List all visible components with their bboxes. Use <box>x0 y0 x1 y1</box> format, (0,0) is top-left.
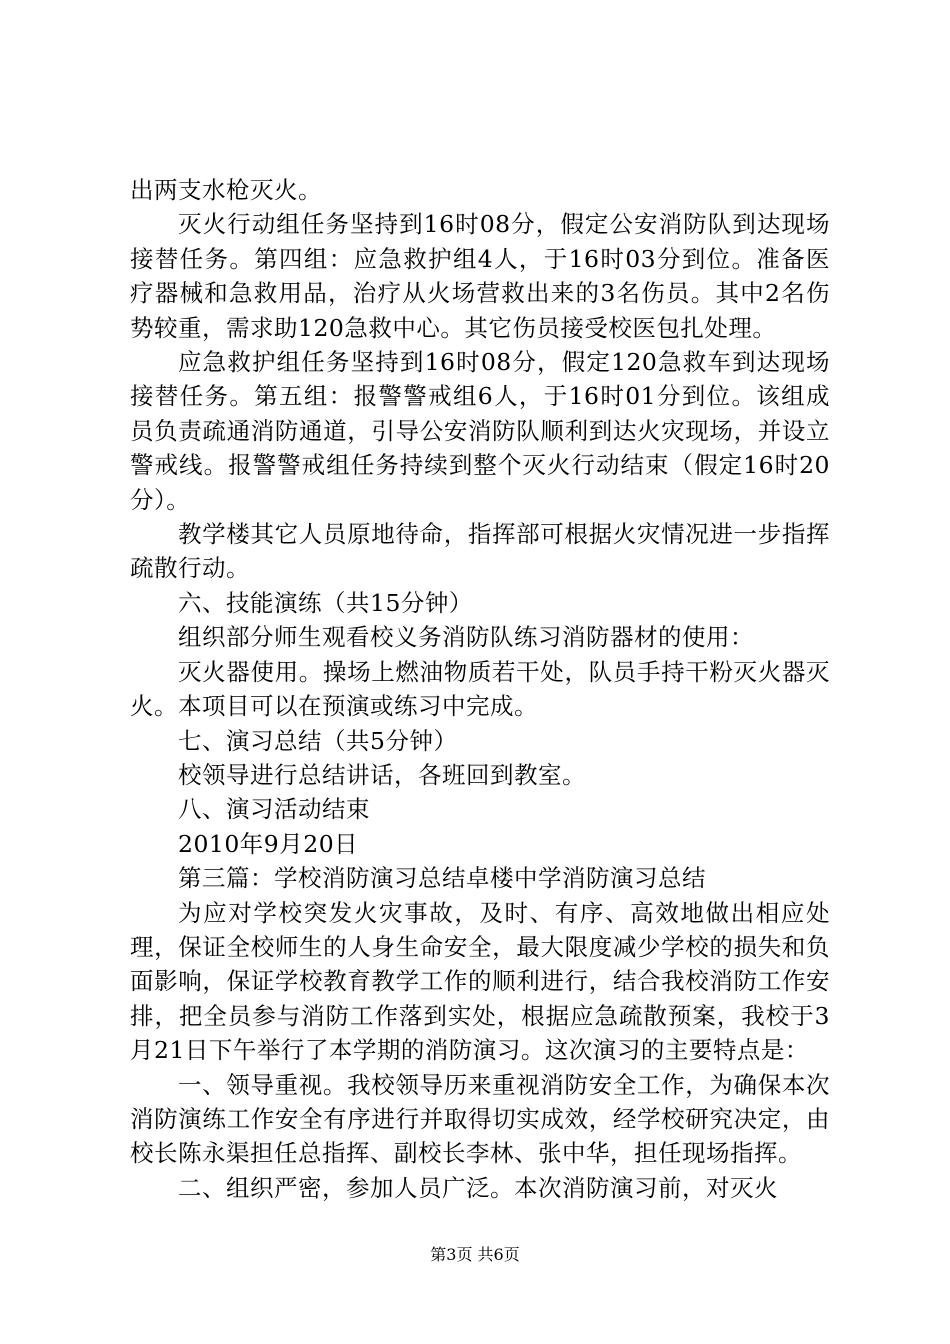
paragraph: 二、组织严密，参加人员广泛。本次消防演习前，对灭火 <box>178 1173 778 1202</box>
paragraph: 2010年9月20日 <box>178 829 359 858</box>
paragraph: 灭火行动组任务坚持到16时08分，假定公安消防队到达现场接替任务。第四组：应急救护组4人，于16时03分到位。准备医疗器械和急救用品，治疗从火场营救出来的3名伤员。其中2名伤势较重，需求助120急救中心。其它伤员接受校医包扎处理。 <box>130 210 830 342</box>
paragraph: 应急救护组任务坚持到16时08分，假定120急救车到达现场接替任务。第五组：报警警戒组6人，于16时01分到位。该组成员负责疏通消防通道，引导公安消防队顺利到达火灾现场，并设立警戒线。报警警戒组任务持续到整个灭火行动结束（假定16时20分）。 <box>130 348 830 514</box>
paragraph: 为应对学校突发火灾事故，及时、有序、高效地做出相应处理，保证全校师生的人身生命安全，最大限度减少学校的损失和负面影响，保证学校教育教学工作的顺利进行，结合我校消防工作安排，把全员参与消防工作落到实处，根据应急疏散预案，我校于3月21日下午举行了本学期的消防演习。这次演习的主要特点是： <box>130 898 830 1065</box>
paragraph: 七、演习总结（共5分钟） <box>178 726 458 755</box>
paragraph: 校领导进行总结讲话，各班回到教室。 <box>178 760 586 789</box>
paragraph: 灭火器使用。操场上燃油物质若干处，队员手持干粉灭火器灭火。本项目可以在预演或练习中完成。 <box>130 657 830 721</box>
paragraph: 八、演习活动结束 <box>178 795 370 824</box>
paragraph: 第三篇：学校消防演习总结卓楼中学消防演习总结 <box>178 864 706 893</box>
paragraph: 组织部分师生观看校义务消防队练习消防器材的使用： <box>178 623 754 652</box>
paragraph: 六、技能演练（共15分钟） <box>178 588 473 617</box>
paragraph: 一、领导重视。我校领导历来重视消防安全工作，为确保本次消防演练工作安全有序进行并取得切实成效，经学校研究决定，由校长陈永渠担任总指挥、副校长李林、张中华，担任现场指挥。 <box>130 1070 830 1168</box>
document-body <box>130 173 830 1205</box>
paragraph: 教学楼其它人员原地待命，指挥部可根据火灾情况进一步指挥疏散行动。 <box>130 520 830 583</box>
page-footer: 第3页 共6页 <box>430 1245 520 1264</box>
paragraph: 出两支水枪灭火。 <box>130 176 322 204</box>
